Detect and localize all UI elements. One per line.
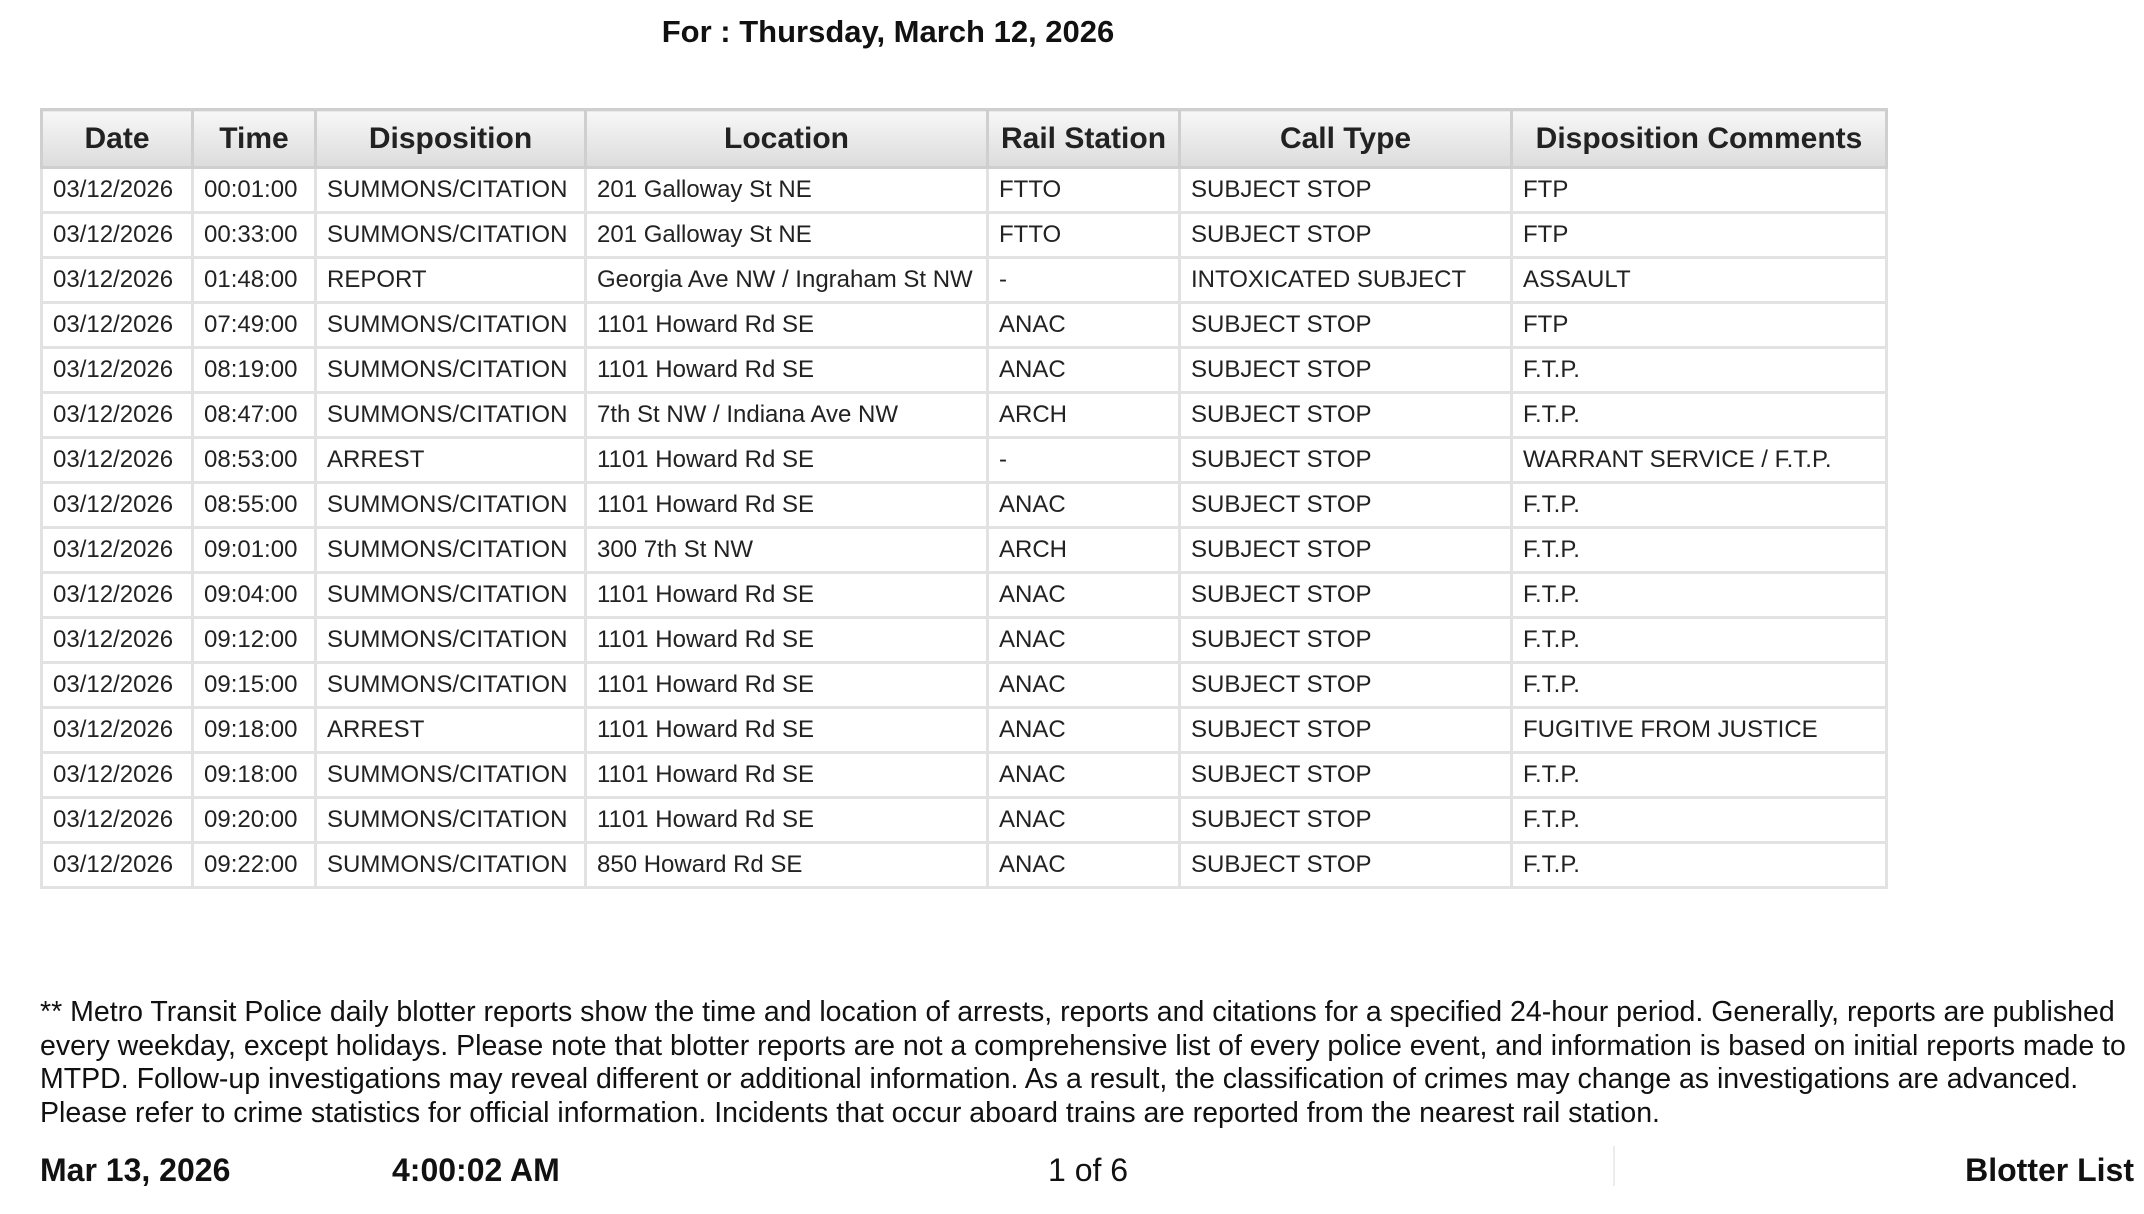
cell-rail-station: - [988, 438, 1180, 483]
cell-rail-station: FTTO [988, 168, 1180, 213]
cell-time: 07:49:00 [193, 303, 316, 348]
column-header-time: Time [193, 110, 316, 168]
cell-time: 09:18:00 [193, 708, 316, 753]
cell-time: 09:01:00 [193, 528, 316, 573]
cell-date: 03/12/2026 [42, 483, 193, 528]
cell-call-type: SUBJECT STOP [1180, 798, 1512, 843]
cell-disposition-comments: F.T.P. [1512, 843, 1887, 888]
cell-location: 1101 Howard Rd SE [586, 348, 988, 393]
cell-time: 08:19:00 [193, 348, 316, 393]
cell-call-type: SUBJECT STOP [1180, 393, 1512, 438]
table-row [42, 438, 1887, 483]
cell-location: Georgia Ave NW / Ingraham St NW [586, 258, 988, 303]
table-row [42, 213, 1887, 258]
table-row [42, 573, 1887, 618]
cell-location: 1101 Howard Rd SE [586, 753, 988, 798]
cell-disposition-comments: F.T.P. [1512, 798, 1887, 843]
cell-call-type: SUBJECT STOP [1180, 528, 1512, 573]
cell-location: 1101 Howard Rd SE [586, 483, 988, 528]
cell-location: 201 Galloway St NE [586, 213, 988, 258]
report-name: Blotter List [1965, 1152, 2134, 1188]
cell-location: 1101 Howard Rd SE [586, 663, 988, 708]
table-row [42, 663, 1887, 708]
cell-disposition: SUMMONS/CITATION [316, 483, 586, 528]
cell-date: 03/12/2026 [42, 303, 193, 348]
cell-date: 03/12/2026 [42, 528, 193, 573]
cell-call-type: SUBJECT STOP [1180, 843, 1512, 888]
cell-disposition-comments: WARRANT SERVICE / F.T.P. [1512, 438, 1887, 483]
table-row [42, 798, 1887, 843]
cell-call-type: SUBJECT STOP [1180, 708, 1512, 753]
cell-call-type: SUBJECT STOP [1180, 618, 1512, 663]
cell-call-type: INTOXICATED SUBJECT [1180, 258, 1512, 303]
cell-date: 03/12/2026 [42, 168, 193, 213]
report-title: For : Thursday, March 12, 2026 [661, 14, 1115, 49]
cell-disposition: SUMMONS/CITATION [316, 168, 586, 213]
cell-call-type: SUBJECT STOP [1180, 303, 1512, 348]
cell-location: 1101 Howard Rd SE [586, 708, 988, 753]
cell-time: 09:22:00 [193, 843, 316, 888]
page-number: 1 of 6 [1048, 1152, 1129, 1188]
cell-disposition: SUMMONS/CITATION [316, 573, 586, 618]
table-row [42, 303, 1887, 348]
cell-disposition: SUMMONS/CITATION [316, 213, 586, 258]
cell-time: 01:48:00 [193, 258, 316, 303]
cell-date: 03/12/2026 [42, 438, 193, 483]
table-row [42, 528, 1887, 573]
cell-disposition-comments: F.T.P. [1512, 528, 1887, 573]
table-row [42, 168, 1887, 213]
cell-date: 03/12/2026 [42, 618, 193, 663]
cell-disposition-comments: FTP [1512, 303, 1887, 348]
cell-rail-station: ANAC [988, 663, 1180, 708]
cell-time: 00:33:00 [193, 213, 316, 258]
cell-time: 09:12:00 [193, 618, 316, 663]
cell-rail-station: ANAC [988, 753, 1180, 798]
cell-rail-station: ARCH [988, 528, 1180, 573]
table-row [42, 393, 1887, 438]
cell-call-type: SUBJECT STOP [1180, 663, 1512, 708]
cell-disposition: SUMMONS/CITATION [316, 663, 586, 708]
page-footer [0, 1152, 2144, 1192]
cell-disposition-comments: FTP [1512, 213, 1887, 258]
cell-rail-station: FTTO [988, 213, 1180, 258]
column-header-location: Location [586, 110, 988, 168]
cell-disposition-comments: F.T.P. [1512, 393, 1887, 438]
cell-location: 300 7th St NW [586, 528, 988, 573]
cell-rail-station: ANAC [988, 348, 1180, 393]
cell-time: 09:18:00 [193, 753, 316, 798]
cell-disposition-comments: F.T.P. [1512, 618, 1887, 663]
cell-time: 00:01:00 [193, 168, 316, 213]
cell-date: 03/12/2026 [42, 258, 193, 303]
cell-disposition: SUMMONS/CITATION [316, 303, 586, 348]
cell-disposition-comments: F.T.P. [1512, 663, 1887, 708]
cell-rail-station: ANAC [988, 573, 1180, 618]
cell-rail-station: - [988, 258, 1180, 303]
cell-location: 1101 Howard Rd SE [586, 573, 988, 618]
cell-location: 1101 Howard Rd SE [586, 438, 988, 483]
column-header-call-type: Call Type [1180, 110, 1512, 168]
table-row [42, 348, 1887, 393]
cell-time: 08:53:00 [193, 438, 316, 483]
cell-time: 09:04:00 [193, 573, 316, 618]
cell-time: 08:47:00 [193, 393, 316, 438]
table-row [42, 483, 1887, 528]
cell-date: 03/12/2026 [42, 708, 193, 753]
cell-date: 03/12/2026 [42, 663, 193, 708]
table-row [42, 843, 1887, 888]
table-row [42, 618, 1887, 663]
disclaimer-note: ** Metro Transit Police daily blotter reports show the time and location of arrests, reports and citations for a specified 24-hour period. Generally, reports are published every weekday, except holidays. Please note that blotter reports are not a comprehensive list of every police event, and information is based on initial reports made to MTPD. Follow-up investigations may reveal different or additional information. As a result, the classification of crimes may change as investigations are advanced. Please refer to crime statistics for official information. Incidents that occur aboard trains are reported from the nearest rail station. [40, 996, 2126, 1129]
cell-call-type: SUBJECT STOP [1180, 483, 1512, 528]
cell-call-type: SUBJECT STOP [1180, 168, 1512, 213]
footer-time: 4:00:02 AM [392, 1152, 560, 1188]
cell-date: 03/12/2026 [42, 393, 193, 438]
cell-time: 09:15:00 [193, 663, 316, 708]
cell-call-type: SUBJECT STOP [1180, 213, 1512, 258]
cell-disposition-comments: FTP [1512, 168, 1887, 213]
cell-disposition: SUMMONS/CITATION [316, 618, 586, 663]
table-header-row [42, 110, 1887, 168]
cell-date: 03/12/2026 [42, 843, 193, 888]
table-row [42, 753, 1887, 798]
cell-time: 09:20:00 [193, 798, 316, 843]
cell-disposition: ARREST [316, 708, 586, 753]
cell-rail-station: ANAC [988, 483, 1180, 528]
cell-date: 03/12/2026 [42, 573, 193, 618]
cell-disposition: SUMMONS/CITATION [316, 348, 586, 393]
cell-date: 03/12/2026 [42, 213, 193, 258]
cell-date: 03/12/2026 [42, 753, 193, 798]
blotter-table-container [40, 108, 1888, 889]
footer-divider [1613, 1146, 1615, 1186]
cell-disposition: ARREST [316, 438, 586, 483]
footer-date: Mar 13, 2026 [40, 1152, 231, 1188]
cell-location: 1101 Howard Rd SE [586, 798, 988, 843]
table-row [42, 708, 1887, 753]
cell-disposition-comments: FUGITIVE FROM JUSTICE [1512, 708, 1887, 753]
cell-disposition-comments: ASSAULT [1512, 258, 1887, 303]
cell-rail-station: ANAC [988, 843, 1180, 888]
cell-rail-station: ANAC [988, 303, 1180, 348]
cell-call-type: SUBJECT STOP [1180, 438, 1512, 483]
cell-disposition: SUMMONS/CITATION [316, 798, 586, 843]
cell-call-type: SUBJECT STOP [1180, 573, 1512, 618]
column-header-rail-station: Rail Station [988, 110, 1180, 168]
blotter-table [40, 108, 1888, 889]
cell-time: 08:55:00 [193, 483, 316, 528]
cell-rail-station: ANAC [988, 708, 1180, 753]
cell-disposition-comments: F.T.P. [1512, 753, 1887, 798]
column-header-disposition-comments: Disposition Comments [1512, 110, 1887, 168]
table-row [42, 258, 1887, 303]
cell-date: 03/12/2026 [42, 348, 193, 393]
cell-disposition-comments: F.T.P. [1512, 348, 1887, 393]
cell-call-type: SUBJECT STOP [1180, 753, 1512, 798]
cell-disposition: REPORT [316, 258, 586, 303]
table-body [42, 168, 1887, 888]
cell-rail-station: ANAC [988, 618, 1180, 663]
cell-disposition: SUMMONS/CITATION [316, 528, 586, 573]
cell-location: 7th St NW / Indiana Ave NW [586, 393, 988, 438]
cell-date: 03/12/2026 [42, 798, 193, 843]
cell-disposition: SUMMONS/CITATION [316, 393, 586, 438]
cell-rail-station: ARCH [988, 393, 1180, 438]
cell-location: 1101 Howard Rd SE [586, 303, 988, 348]
cell-disposition: SUMMONS/CITATION [316, 843, 586, 888]
cell-disposition-comments: F.T.P. [1512, 483, 1887, 528]
cell-rail-station: ANAC [988, 798, 1180, 843]
column-header-disposition: Disposition [316, 110, 586, 168]
cell-location: 201 Galloway St NE [586, 168, 988, 213]
column-header-date: Date [42, 110, 193, 168]
cell-disposition-comments: F.T.P. [1512, 573, 1887, 618]
cell-call-type: SUBJECT STOP [1180, 348, 1512, 393]
cell-location: 1101 Howard Rd SE [586, 618, 988, 663]
cell-location: 850 Howard Rd SE [586, 843, 988, 888]
cell-disposition: SUMMONS/CITATION [316, 753, 586, 798]
